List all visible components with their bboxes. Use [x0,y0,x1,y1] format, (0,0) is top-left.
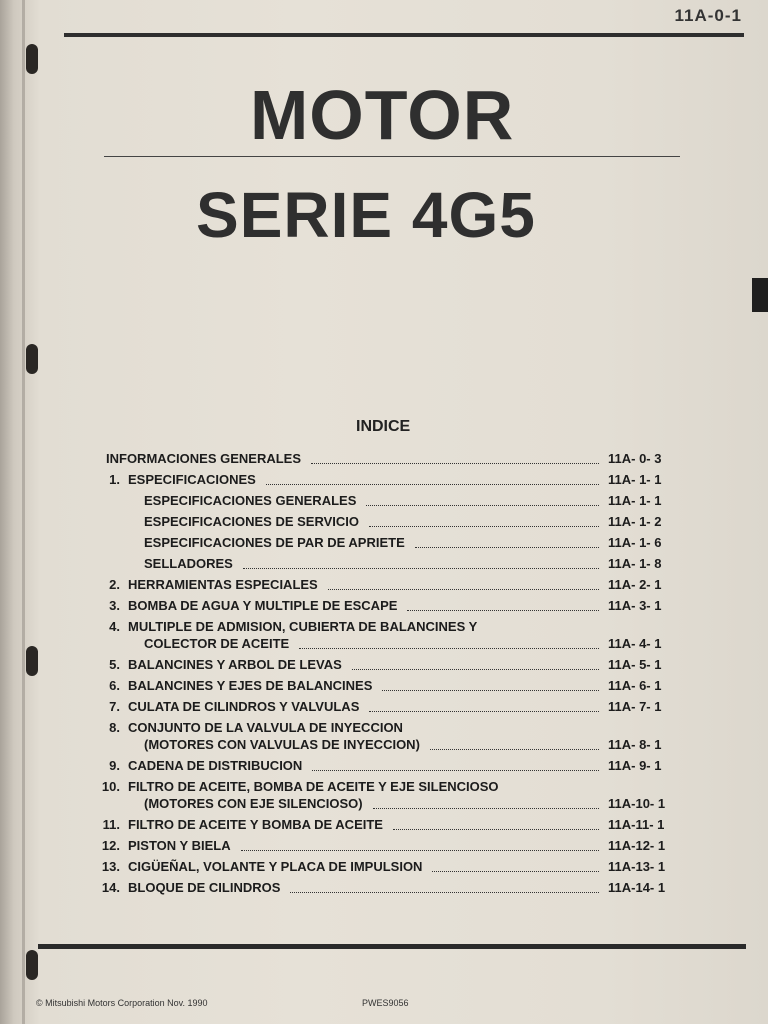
toc-entry-page: 11A- 2- 1 [608,577,662,592]
toc-entry [0,776,768,814]
toc-entry [0,469,768,490]
toc-entry [0,835,768,856]
toc-entry [0,448,768,469]
toc-entry-label: CADENA DE DISTRIBUCION [128,758,303,773]
toc-entry-page: 11A- 1- 1 [608,493,662,508]
dot-leader [382,690,599,691]
dot-leader [290,892,599,893]
header-rule [64,33,744,37]
toc-entry-page: 11A- 1- 2 [608,514,662,529]
binder-hole [26,950,38,980]
toc-entry-label: COLECTOR DE ACEITE [144,636,290,651]
toc-entry-number: 8. [109,720,120,735]
footer-rule [38,944,746,949]
toc-entry-label: ESPECIFICACIONES DE SERVICIO [144,514,360,529]
toc-entry-number: 10. [101,779,120,794]
dot-leader [328,589,599,590]
toc-entry-page: 11A- 9- 1 [608,758,662,773]
toc-entry-label: HERRAMIENTAS ESPECIALES [128,577,318,592]
toc-entry-number: 3. [109,598,120,613]
toc-entry [0,814,768,835]
toc-entry [0,490,768,511]
toc-entry-number: 9. [109,758,120,773]
dot-leader [373,808,599,809]
toc-entry-number: 5. [109,657,120,672]
toc-entry-number: 1. [109,472,120,487]
toc-entry-label: ESPECIFICACIONES GENERALES [144,493,357,508]
toc-entry-page: 11A-13- 1 [608,859,666,874]
title-divider [104,156,680,157]
toc-entry-label: ESPECIFICACIONES [128,472,256,487]
toc-entry-label: (MOTORES CON VALVULAS DE INYECCION) [144,737,420,752]
toc-entry-label: PISTON Y BIELA [128,838,231,853]
toc-entry [0,675,768,696]
toc-entry-number: 6. [109,678,120,693]
dot-leader [312,770,599,771]
toc-entry-number: 4. [109,619,120,634]
dot-leader [369,711,599,712]
toc-entry-page: 11A- 5- 1 [608,657,662,672]
toc-entry [0,616,768,654]
toc-entry [0,877,768,898]
toc-entry-label-line1: FILTRO DE ACEITE, BOMBA DE ACEITE Y EJE SILENCIOSO [128,779,499,794]
toc-entry-label: CIGÜEÑAL, VOLANTE Y PLACA DE IMPULSION [128,859,423,874]
dot-leader [311,463,599,464]
binder-hole [26,344,38,374]
section-tab-marker [752,278,768,312]
toc-entry-label: CULATA DE CILINDROS Y VALVULAS [128,699,360,714]
toc-entry-page: 11A- 3- 1 [608,598,662,613]
page-title: MOTOR [250,76,515,154]
toc-entry-number: 14. [101,880,120,895]
dot-leader [299,648,599,649]
dot-leader [352,669,599,670]
toc-entry [0,532,768,553]
toc-entry [0,696,768,717]
table-of-contents [0,448,768,898]
toc-entry [0,755,768,776]
toc-entry-label: SELLADORES [144,556,233,571]
toc-entry-page: 11A-12- 1 [608,838,666,853]
toc-entry-label: INFORMACIONES GENERALES [106,451,302,466]
toc-entry [0,511,768,532]
dot-leader [430,749,599,750]
toc-entry-label: FILTRO DE ACEITE Y BOMBA DE ACEITE [128,817,383,832]
toc-entry-number: 13. [101,859,120,874]
document-code: PWES9056 [362,998,409,1008]
toc-entry-number: 12. [101,838,120,853]
dot-leader [407,610,599,611]
dot-leader [369,526,599,527]
toc-entry-number: 7. [109,699,120,714]
toc-entry-page: 11A- 7- 1 [608,699,662,714]
copyright-notice: © Mitsubishi Motors Corporation Nov. 1990 [36,998,208,1008]
toc-entry-label: BOMBA DE AGUA Y MULTIPLE DE ESCAPE [128,598,398,613]
toc-entry-label: BALANCINES Y EJES DE BALANCINES [128,678,373,693]
binder-hole [26,44,38,74]
toc-entry [0,595,768,616]
toc-entry-page: 11A- 4- 1 [608,636,662,651]
toc-entry-page: 11A- 1- 1 [608,472,662,487]
dot-leader [415,547,599,548]
toc-entry-label: BLOQUE DE CILINDROS [128,880,281,895]
page-code: 11A-0-1 [674,6,742,25]
dot-leader [243,568,599,569]
toc-entry-page: 11A-11- 1 [608,817,665,832]
toc-entry-label-line1: MULTIPLE DE ADMISION, CUBIERTA DE BALANCINES Y [128,619,478,634]
toc-entry-number: 2. [109,577,120,592]
toc-entry-label: BALANCINES Y ARBOL DE LEVAS [128,657,342,672]
toc-entry-page: 11A- 1- 6 [608,535,662,550]
toc-entry-page: 11A-10- 1 [608,796,666,811]
toc-entry-page: 11A- 0- 3 [608,451,662,466]
toc-entry-page: 11A- 6- 1 [608,678,662,693]
toc-entry-label-line1: CONJUNTO DE LA VALVULA DE INYECCION [128,720,403,735]
toc-entry [0,574,768,595]
toc-entry [0,553,768,574]
dot-leader [432,871,599,872]
dot-leader [266,484,599,485]
toc-entry [0,856,768,877]
dot-leader [241,850,599,851]
index-heading: INDICE [356,418,411,435]
toc-entry-label: ESPECIFICACIONES DE PAR DE APRIETE [144,535,405,550]
toc-entry-page: 11A- 8- 1 [608,737,662,752]
dot-leader [366,505,599,506]
toc-entry-label: (MOTORES CON EJE SILENCIOSO) [144,796,363,811]
dot-leader [393,829,599,830]
toc-entry [0,654,768,675]
toc-entry [0,717,768,755]
toc-entry-page: 11A- 1- 8 [608,556,662,571]
toc-entry-number: 11. [102,817,120,832]
page-subtitle: SERIE 4G5 [196,179,536,251]
toc-entry-page: 11A-14- 1 [608,880,666,895]
